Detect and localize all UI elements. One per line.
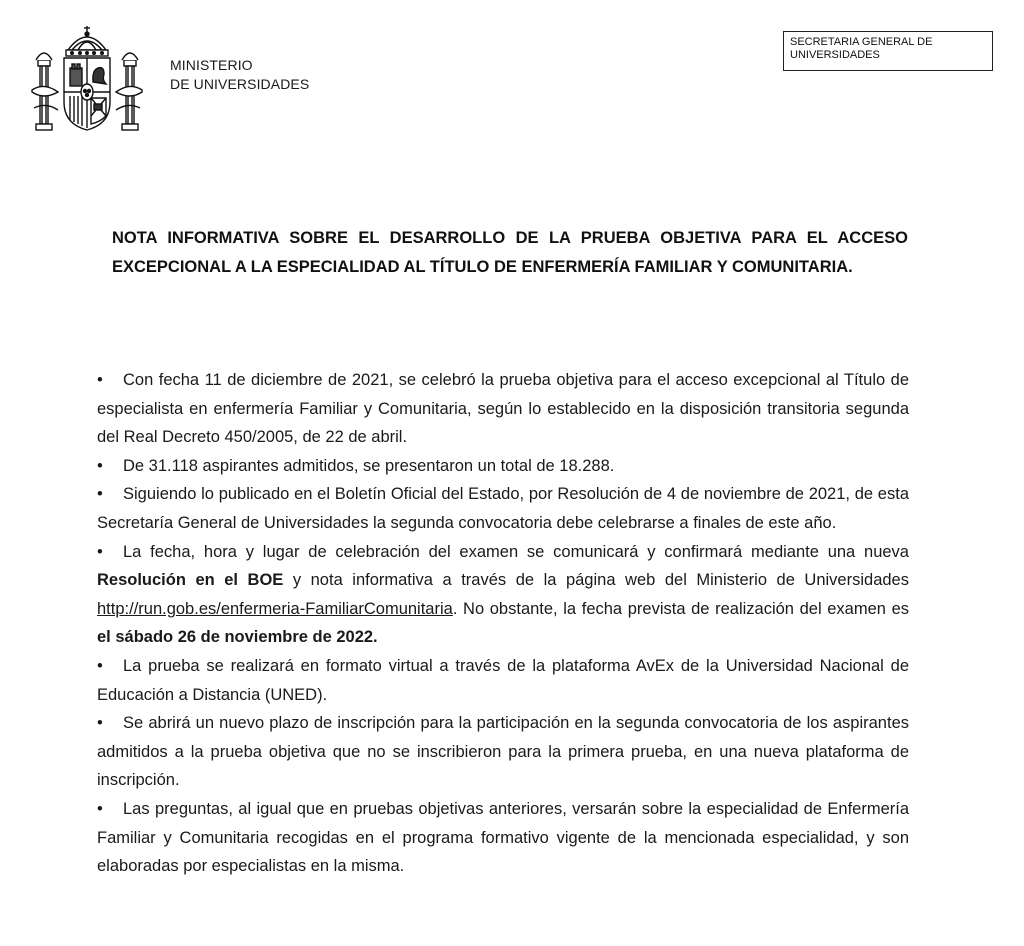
bullet-icon: •	[97, 456, 103, 475]
ministry-line-2: DE UNIVERSIDADES	[170, 76, 310, 92]
boe-resolution-text: Resolución en el BOE	[97, 571, 284, 590]
spain-coat-of-arms-icon	[28, 20, 146, 138]
list-item-text: Se abrirá un nuevo plazo de inscripción para la participación en la segunda convocatoria de los aspirantes admitidos a la prueba objetiva que no se inscribieron para la primera prueba, en una nueva plataforma de inscripción.	[97, 714, 909, 790]
list-item	[97, 709, 909, 795]
list-item-text: Las preguntas, al igual que en pruebas objetivas anteriores, versarán sobre la especialidad de Enfermería Familiar y Comunitaria recogidas en el programa formativo vigente de la mencionada especialidad, y son elaboradas por especialistas en la misma.	[97, 799, 909, 876]
bullet-icon: •	[97, 542, 103, 561]
bullet-icon: •	[97, 656, 103, 675]
list-item-text: Con fecha 11 de diciembre de 2021, se celebró la prueba objetiva para el acceso excepcional al Título de especialista en enfermería Familiar y Comunitaria, según lo establecido en la disposición transitoria segunda del Real Decreto 450/2005, de 22 de abril.	[97, 371, 909, 447]
ministry-website-link[interactable]: http://run.gob.es/enfermeria-FamiliarComunitaria	[97, 599, 453, 618]
secretariat-box	[783, 31, 993, 71]
bullet-icon: •	[97, 485, 103, 504]
bullet-icon: •	[97, 714, 103, 733]
list-item	[97, 538, 909, 652]
list-item	[97, 366, 909, 452]
exam-date-text: el sábado 26 de noviembre de 2022.	[97, 628, 378, 647]
bullet-icon: •	[97, 799, 103, 818]
list-item-text: . No obstante, la fecha prevista de realización del examen es	[452, 599, 909, 618]
ministry-line-1: MINISTERIO	[170, 57, 253, 73]
secretariat-label: SECRETARIA GENERAL DE UNIVERSIDADES	[790, 36, 933, 61]
list-item	[97, 795, 909, 881]
list-item-text: La fecha, hora y lugar de celebración del examen se comunicará y confirmará mediante una nueva	[123, 542, 909, 561]
list-item	[97, 480, 909, 537]
ministry-name	[170, 56, 309, 94]
list-item-text: Siguiendo lo publicado en el Boletín Oficial del Estado, por Resolución de 4 de noviembre de 2021, de esta Secretaría General de Universidades la segunda convocatoria debe celebrarse a finales de este año.	[97, 485, 909, 532]
list-item-text: De 31.118 aspirantes admitidos, se presentaron un total de 18.288.	[123, 456, 615, 475]
bullet-icon: •	[97, 371, 103, 389]
list-item	[97, 452, 909, 481]
list-item	[97, 652, 909, 709]
document-title: NOTA INFORMATIVA SOBRE EL DESARROLLO DE LA PRUEBA OBJETIVA PARA EL ACCESO EXCEPCIONAL A LA ESPECIALIDAD AL TÍTULO DE ENFERMERÍA FAMILIAR Y COMUNITARIA.	[112, 229, 908, 276]
list-item-text: La prueba se realizará en formato virtual a través de la plataforma AvEx de la Universidad Nacional de Educación a Distancia (UNED).	[97, 656, 909, 704]
document-body	[97, 366, 909, 881]
list-item-text: y nota informativa a través de la página web del Ministerio de Universidades	[283, 571, 909, 590]
